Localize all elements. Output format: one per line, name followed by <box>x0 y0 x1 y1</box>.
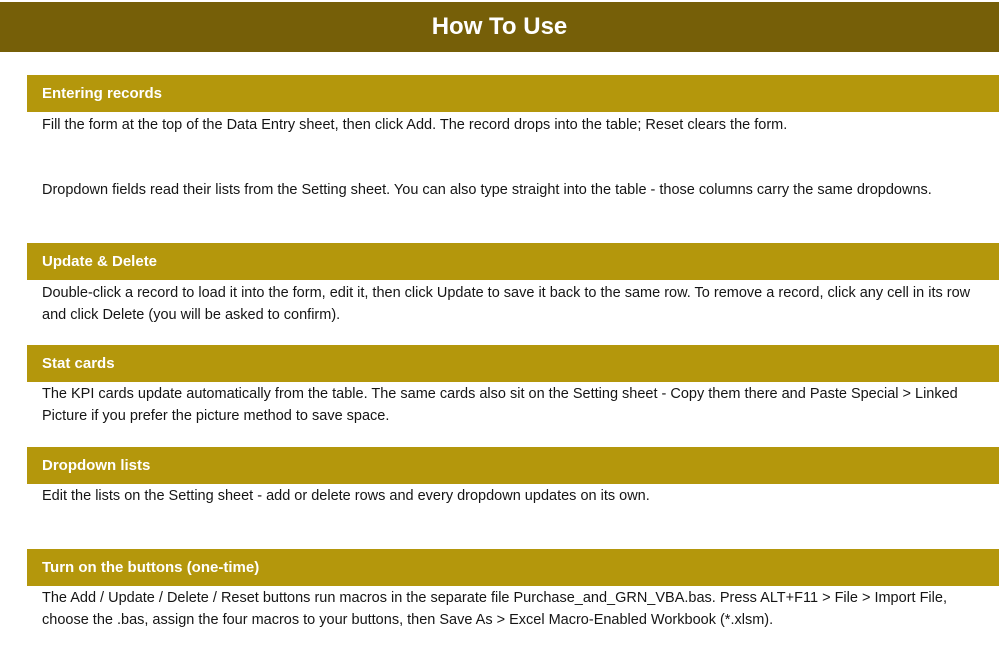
page-title: How To Use <box>431 13 568 40</box>
page-title-bar <box>0 2 999 52</box>
section-title: Update & Delete <box>42 253 158 270</box>
section-header-dropdown-lists <box>27 447 999 484</box>
section-body-text: Fill the form at the top of the Data Entry sheet, then click Add. The record drops into the table; Reset clears the form. <box>42 117 788 133</box>
section-header-stat-cards <box>27 345 999 382</box>
section-body-text: Edit the lists on the Setting sheet - add or delete rows and every dropdown updates on its own. <box>42 488 650 504</box>
section-body-text: The Add / Update / Delete / Reset buttons run macros in the separate file Purchase_and_GRN_VBA.bas. Press ALT+F11 > File > Import File, choose the .bas, assign the four macros to your buttons, then Save As > Excel Macro-Enabled Workbook (*.xlsm). <box>42 590 947 628</box>
section-header-update-delete <box>27 243 999 280</box>
section-title: Dropdown lists <box>42 457 151 474</box>
section-title: Stat cards <box>42 355 115 372</box>
section-title: Entering records <box>42 85 163 102</box>
section-header-entering-records <box>27 75 999 112</box>
section-header-turn-on-buttons <box>27 549 999 586</box>
section-title: Turn on the buttons (one-time) <box>42 559 260 576</box>
section-body-text: The KPI cards update automatically from the table. The same cards also sit on the Setting sheet - Copy them there and Paste Special > Linked Picture if you prefer the picture method to save space. <box>42 386 958 424</box>
section-body-text: Dropdown fields read their lists from the Setting sheet. You can also type straight into the table - those columns carry the same dropdowns. <box>42 182 932 198</box>
section-body-text: Double-click a record to load it into the form, edit it, then click Update to save it back to the same row. To remove a record, click any cell in its row and click Delete (you will be asked to confirm). <box>42 285 971 323</box>
